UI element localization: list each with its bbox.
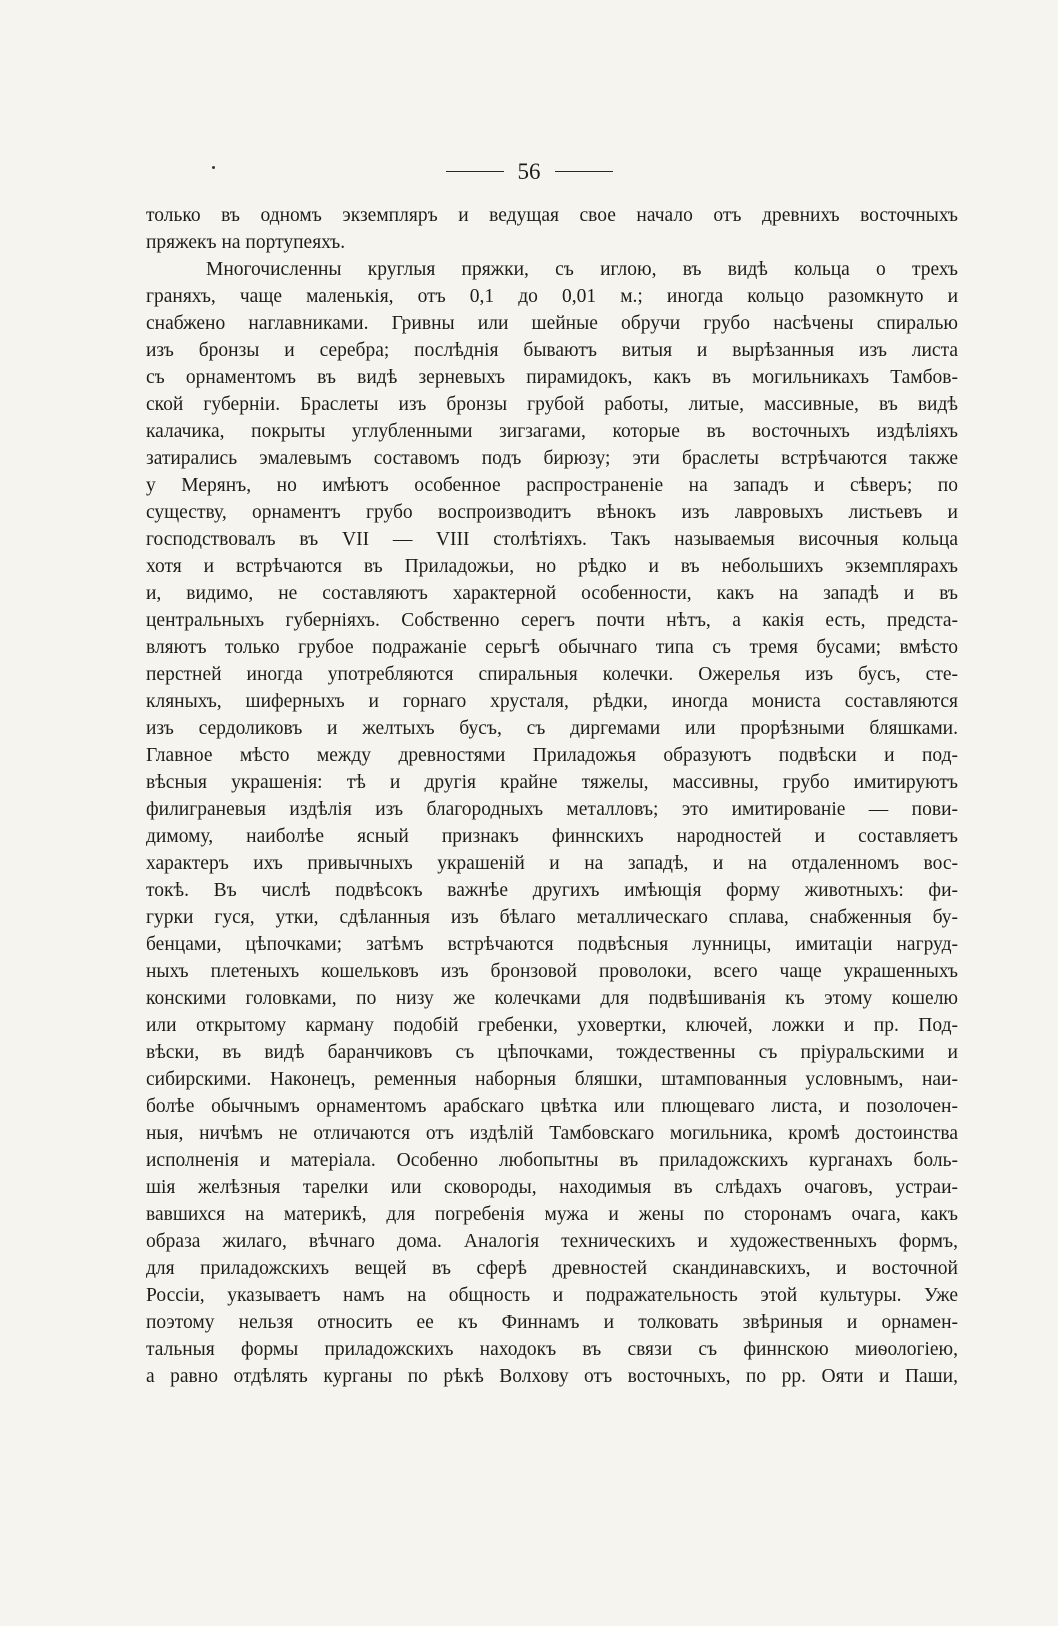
text-line: конскими головками, по низу же колечками для подвѣшиванія къ этому кошелю xyxy=(146,988,958,1009)
text-line: вѣсныя украшенія: тѣ и другія крайне тяжелы, массивны, грубо имитируютъ xyxy=(146,772,958,793)
header-rule-right xyxy=(555,171,613,172)
text-line: и, видимо, не составляютъ характерной особенности, какъ на западѣ и въ xyxy=(146,583,958,604)
text-line: Главное мѣсто между древностями Приладожья образуютъ подвѣски и под- xyxy=(146,745,958,766)
body-text xyxy=(146,202,958,1390)
paragraph-first-line: Многочисленны круглыя пряжки, съ иглою, въ видѣ кольца о трехъ xyxy=(206,259,958,280)
text-line: ныя, ничѣмъ не отличаются отъ издѣлій Тамбовскаго могильника, кромѣ достоинства xyxy=(146,1123,958,1144)
text-line: а равно отдѣлять курганы по рѣкѣ Волхову отъ восточныхъ, по рр. Ояти и Паши, xyxy=(146,1366,958,1387)
text-line: образа жилаго, вѣчнаго дома. Аналогія техническихъ и художественныхъ формъ, xyxy=(146,1231,958,1252)
text-line: бенцами, цѣпочками; затѣмъ встрѣчаются подвѣсныя лунницы, имитаціи нагруд- xyxy=(146,934,958,955)
text-line: граняхъ, чаще маленькія, отъ 0,1 до 0,01 м.; иногда кольцо разомкнуто и xyxy=(146,286,958,307)
text-line: калачика, покрыты углубленными зигзагами, которые въ восточныхъ издѣліяхъ xyxy=(146,421,958,442)
text-line: шія желѣзныя тарелки или сковороды, находимыя въ слѣдахъ очаговъ, устраи- xyxy=(146,1177,958,1198)
page-header xyxy=(0,155,1058,187)
text-line: сибирскими. Наконецъ, ременныя наборныя бляшки, штампованныя условнымъ, наи- xyxy=(146,1069,958,1090)
text-line: или открытому карману подобій гребенки, уховертки, ключей, ложки и пр. Под- xyxy=(146,1015,958,1036)
text-line: Россіи, указываетъ намъ на общность и подражательность этой культуры. Уже xyxy=(146,1285,958,1306)
text-line: изъ сердоликовъ и желтыхъ бусъ, съ диргемами или прорѣзными бляшками. xyxy=(146,718,958,739)
text-line: затирались эмалевымъ составомъ подъ бирюзу; эти браслеты встрѣчаются также xyxy=(146,448,958,469)
text-line: существу, орнаментъ грубо воспроизводитъ вѣнокъ изъ лавровыхъ листьевъ и xyxy=(146,502,958,523)
text-line: пряжекъ на портупеяхъ. xyxy=(146,232,346,253)
text-line: димому, наиболѣе ясный признакъ финнскихъ народностей и составляетъ xyxy=(146,826,958,847)
text-line: кляныхъ, шиферныхъ и горнаго хрусталя, рѣдки, иногда мониста составляются xyxy=(146,691,958,712)
text-line: господствовалъ въ VII — VIII столѣтіяхъ. Такъ называемыя височныя кольца xyxy=(146,529,958,550)
text-line: поэтому нельзя относить ее къ Финнамъ и толковать звѣриныя и орнамен- xyxy=(146,1312,958,1333)
text-line: тальныя формы приладожскихъ находокъ въ связи съ финнскою миѳологіею, xyxy=(146,1339,958,1360)
text-line: токѣ. Въ числѣ подвѣсокъ важнѣе другихъ имѣющія форму животныхъ: фи- xyxy=(146,880,958,901)
text-line: только въ одномъ экземпляръ и ведущая свое начало отъ древнихъ восточныхъ xyxy=(146,205,958,226)
page-number: 56 xyxy=(517,158,541,184)
text-line: характеръ ихъ привычныхъ украшеній и на западѣ, и на отдаленномъ вос- xyxy=(146,853,958,874)
text-line: съ орнаментомъ въ видѣ зерневыхъ пирамидокъ, какъ въ могильникахъ Тамбов- xyxy=(146,367,958,388)
text-line: центральныхъ губерніяхъ. Собственно серегъ почти нѣтъ, а какія есть, предста- xyxy=(146,610,958,631)
text-line: гурки гуся, утки, сдѣланныя изъ бѣлаго металлическаго сплава, снабженныя бу- xyxy=(146,907,958,928)
text-line: у Мерянъ, но имѣютъ особенное распространеніе на западъ и сѣверъ; по xyxy=(146,475,958,496)
text-line: филиграневыя издѣлія изъ благородныхъ металловъ; это имитированіе — пови- xyxy=(146,799,958,820)
text-line: исполненія и матеріала. Особенно любопытны въ приладожскихъ курганахъ боль- xyxy=(146,1150,958,1171)
header-rule-left xyxy=(446,171,504,172)
text-line: изъ бронзы и серебра; послѣднія бываютъ витыя и вырѣзанныя изъ листа xyxy=(146,340,958,361)
text-line: вавшихся на материкѣ, для погребенія мужа и жены по сторонамъ очага, какъ xyxy=(146,1204,958,1225)
text-line: ныхъ плетеныхъ кошельковъ изъ бронзовой проволоки, всего чаще украшенныхъ xyxy=(146,961,958,982)
text-line: хотя и встрѣчаются въ Приладожьи, но рѣдко и въ небольшихъ экземплярахъ xyxy=(146,556,958,577)
text-line: болѣе обычнымъ орнаментомъ арабскаго цвѣтка или плющеваго листа, и позолочен- xyxy=(146,1096,958,1117)
text-line: вляютъ только грубое подражаніе серьгѣ обычнаго типа съ тремя бусами; вмѣсто xyxy=(146,637,958,658)
text-line: для приладожскихъ вещей въ сферѣ древностей скандинавскихъ, и восточной xyxy=(146,1258,958,1279)
text-line: ской губерніи. Браслеты изъ бронзы грубой работы, литые, массивные, въ видѣ xyxy=(146,394,958,415)
text-line: перстней иногда употребляются спиральныя колечки. Ожерелья изъ бусъ, сте- xyxy=(146,664,958,685)
text-line: снабжено наглавниками. Гривны или шейные обручи грубо насѣчены спиралью xyxy=(146,313,958,334)
text-line: вѣски, въ видѣ баранчиковъ съ цѣпочками, тождественны съ пріуральскими и xyxy=(146,1042,958,1063)
